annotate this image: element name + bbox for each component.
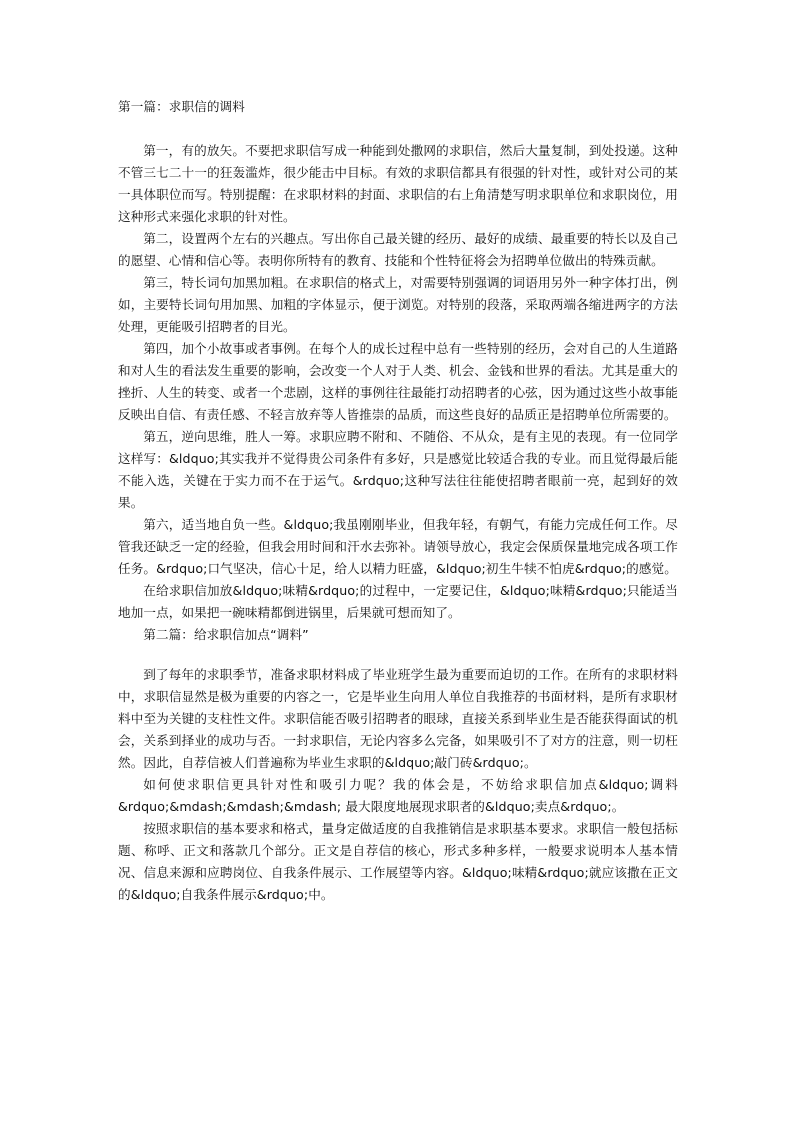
document-page <box>118 96 678 906</box>
article-title-1: 第一篇：求职信的调料 <box>118 99 245 114</box>
paragraph: 第一，有的放矢。不要把求职信写成一种能到处撒网的求职信，然后大量复制，到处投递。这种不管三七二十一的狂轰滥炸，很少能击中目标。有效的求职信都具有很强的针对性，或针对公司的某一具体职位而写。特别提醒：在求职材料的封面、求职信的右上角清楚写明求职单位和求职岗位，用这种形式来强化求职的针对性。 <box>118 143 678 224</box>
spacer <box>118 646 678 664</box>
paragraph: 第四，加个小故事或者事例。在每个人的成长过程中总有一些特别的经历，会对自己的人生道路和对人生的看法发生重要的影响，会改变一个人对于人类、机会、金钱和世界的看法。尤其是重大的挫折、人生的转变、或者一个悲剧，这样的事例往往最能打动招聘者的心弦，因为通过这些小故事能反映出自信、有责任感、不轻言放弃等人皆推崇的品质，而这些良好的品质正是招聘单位所需要的。 <box>118 341 678 422</box>
paragraph: 到了每年的求职季节，准备求职材料成了毕业班学生最为重要而迫切的工作。在所有的求职材料中，求职信显然是极为重要的内容之一，它是毕业生向用人单位自我推荐的书面材料，是所有求职材料中至为关键的支柱性文件。求职信能否吸引招聘者的眼球，直接关系到毕业生是否能获得面试的机会，关系到择业的成功与否。一封求职信，无论内容多么完备，如果吸引不了对方的注意，则一切枉然。因此，自荐信被人们普遍称为毕业生求职的&ldquo;敲门砖&rdquo;。 <box>118 667 678 770</box>
spacer <box>118 118 678 140</box>
paragraph: 如何使求职信更具针对性和吸引力呢？我的体会是，不妨给求职信加点&ldquo;调料&rdquo;&mdash;&mdash;&mdash; 最大限度地展现求职者的&ldquo;卖点&rdquo;。 <box>118 777 678 814</box>
article-title-2: 第二篇：给求职信加点“调料” <box>143 627 309 642</box>
paragraph: 在给求职信加放&ldquo;味精&rdquo;的过程中，一定要记住，&ldquo;味精&rdquo;只能适当地加一点，如果把一碗味精都倒进锅里，后果就可想而知了。 <box>118 583 678 620</box>
paragraph: 第六，适当地自负一些。&ldquo;我虽刚刚毕业，但我年轻，有朝气，有能力完成任何工作。尽管我还缺乏一定的经验，但我会用时间和汗水去弥补。请领导放心，我定会保质保量地完成各项工作任务。&rdquo;口气坚决，信心十足，给人以精力旺盛，&ldquo;初生牛犊不怕虎&rdquo;的感觉。 <box>118 517 678 576</box>
paragraph: 第五，逆向思维，胜人一筹。求职应聘不附和、不随俗、不从众，是有主见的表现。有一位同学这样写：&ldquo;其实我并不觉得贵公司条件有多好，只是感觉比较适合我的专业。而且觉得最后能不能入选，关键在于实力而不在于运气。&rdquo;这种写法往往能使招聘者眼前一亮，起到好的效果。 <box>118 429 678 510</box>
paragraph: 第三，特长词句加黑加粗。在求职信的格式上，对需要特别强调的词语用另外一种字体打出，例如，主要特长词句用加黑、加粗的字体显示，便于浏览。对特别的段落，采取两端各缩进两字的方法处理，更能吸引招聘者的目光。 <box>118 275 678 334</box>
paragraph: 第二，设置两个左右的兴趣点。写出你自己最关键的经历、最好的成绩、最重要的特长以及自己的愿望、心情和信心等。表明你所特有的教育、技能和个性特征将会为招聘单位做出的特殊贡献。 <box>118 231 678 268</box>
paragraph: 按照求职信的基本要求和格式，量身定做适度的自我推销信是求职基本要求。求职信一般包括标题、称呼、正文和落款几个部分。正文是自荐信的核心，形式多种多样，一般要求说明本人基本情况、信息来源和应聘岗位、自我条件展示、工作展望等内容。&ldquo;味精&rdquo;就应该撒在正文的&ldquo;自我条件展示&rdquo;中。 <box>118 821 678 902</box>
